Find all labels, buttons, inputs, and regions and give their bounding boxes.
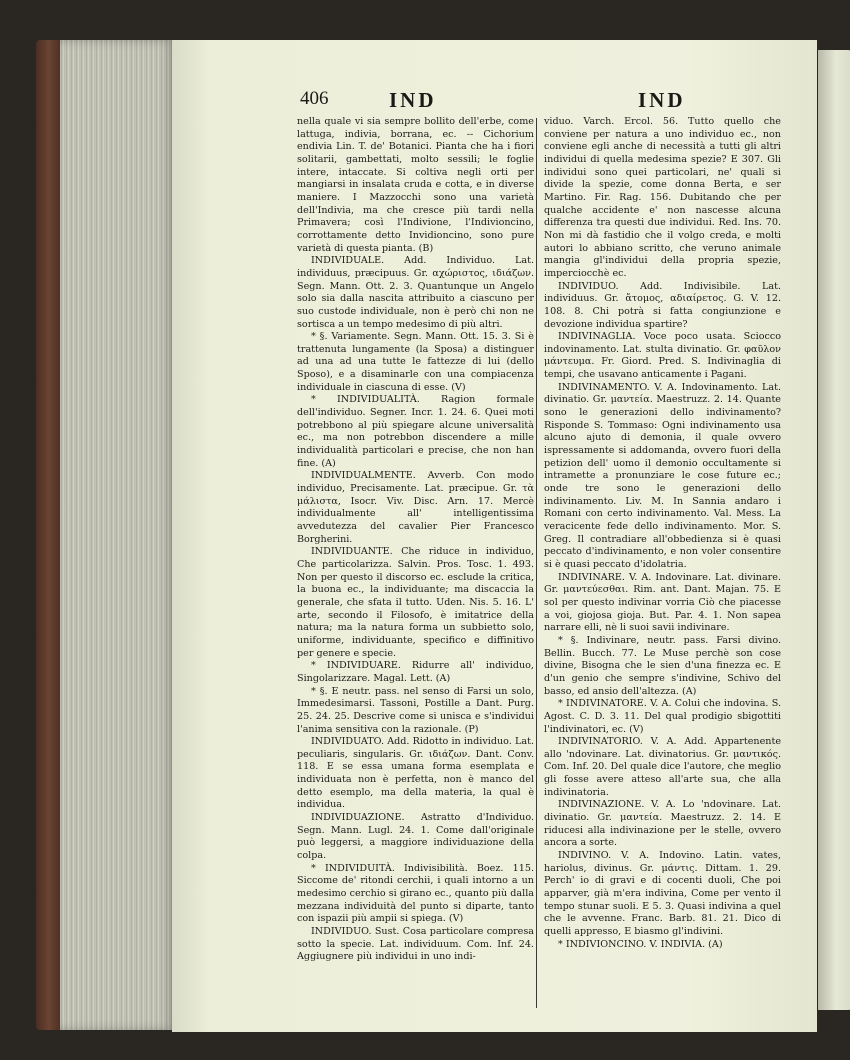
entry-text: INDIVIDUALMENTE. Avverb. Con modo individuo, Precisamente. Lat. præcipue. Gr. τὰ μάλιστα, Isocr. Viv. Disc. Arn. 17. Mercè individualmente all' intelligentissima avvedutezza del cavalier Pier Francesco Borgherini. bbox=[297, 470, 534, 545]
entry-text: INDIVIDUALE. Add. Individuo. Lat. individuus, præcipuus. Gr. αχώριστος, ιδιάζων. Segn. Mann. Ott. 2. 3. Quantunque un Angelo solo sia dalla nascita attribuito a ciascuno per suo custode individuale, non è però chi non ne sortisca a un tempo medesimo di più altri. bbox=[297, 255, 534, 330]
entry-text: INDIVINAZIONE. V. A. Lo 'ndovinare. Lat. divinatio. Gr. μαντεία. Maestruzz. 2. 14. E riducesi alla indivinazione per le stelle, ovvero ancora a sorte. bbox=[544, 799, 781, 849]
entry-text: INDIVIDUAZIONE. Astratto d'Individuo. Segn. Mann. Lugl. 24. 1. Come dall'originale può leggersi, a maggiore individuazione della colpa. bbox=[297, 812, 534, 862]
column-divider bbox=[536, 118, 537, 1008]
entry-text: nella quale vi sia sempre bollito dell'erbe, come lattuga, indivia, borrana, ec. -- Cichorium endivia Lin. T. de' Botanici. Pianta che ha i fiori solitarii, gambettati, molto sessili; le foglie intere, intaccate. Si coltiva negli orti per mangiarsi in insalata cruda e cotta, e in diverse maniere. I Mazzocchi sono una varietà dell'Indivia, ma che cresce più tardi nella Primavera; così l'Indivione, l'Indivioncino, corrottamente detto Invidioncino, sono pure varietà di questa pianta. (B) bbox=[297, 116, 534, 254]
page-number: 406 bbox=[300, 88, 329, 109]
entry-text: INDIVIDUANTE. Che riduce in individuo, Che particolarizza. Salvin. Pros. Tosc. 1. 493. Non per questo il discorso ec. esclude la critica, la buona ec., la individuante; ma discaccia la generale, che sfata il tutto. Uden. Nis. 5. 16. L' arte, secondo il Filosofo, è imitatrice della natura; ma la natura forma un subbietto solo, uniforme, individuante, specifico e diffinitivo per genere e specie. bbox=[297, 546, 534, 659]
entry-text: * INDIVINATORE. V. A. Colui che indovina. S. Agost. C. D. 3. 11. Del qual prodigio sbigottiti l'indivinatori, ec. (V) bbox=[544, 698, 781, 735]
entry-text: * INDIVIDUALITÀ. Ragion formale dell'individuo. Segner. Incr. 1. 24. 6. Quei moti potrebbono al più spiegare alcune universalità ec., ma non potrebbon discendere a mille individualità particolari e precise, che non han fine. (A) bbox=[297, 394, 534, 469]
entry-text: * §. Variamente. Segn. Mann. Ott. 15. 3. Si è trattenuta lungamente (la Sposa) a distinguer ad una ad una tutte le fattezze di lui (dello Sposo), e a disaminarle con una compiacenza individuale in ciascuna di esse. (V) bbox=[297, 331, 534, 393]
entry-text: * §. Indivinare, neutr. pass. Farsi divino. Bellin. Bucch. 77. Le Muse perchè son cose divine, Bisogna che le sien d'una finezza ec. E d'un genio che sempre s'indivine, Schivo del basso, ed ansio dell'altezza. (A) bbox=[544, 634, 781, 697]
left-column bbox=[297, 116, 534, 964]
entry-text: INDIVINAMENTO. V. A. Indovinamento. Lat. divinatio. Gr. μαντεία. Maestruzz. 2. 14. Quante sono le generazioni dello indivinamento? Risponde S. Tommaso: Ogni indivinamento usa alcuno ajuto di demonia, il quale ovvero ispressamente si addomanda, ovvero fuori della petizion dell' uomo il demonio occultamente si intramette a pronunziare le cose future ec.; onde tre sono le generazioni dello indivinamento. Liv. M. In Sannia andaro i Romani con certo indivinamento. Val. Mess. La veracicente fede dello indivinamento. Mor. S. Greg. Il contradiare all'obbedienza si è quasi peccato d'indivinamento, e non voler consentire si è quasi peccato d'idolatria. bbox=[544, 381, 781, 570]
entry-text: INDIVINATORIO. V. A. Add. Appartenente allo 'ndovinare. Lat. divinatorius. Gr. μαντικός. Com. Inf. 20. Del quale dice l'autore, che meglio gli fosse avere atteso all'arte sua, che alla indivinatoria. bbox=[544, 736, 781, 798]
entry-text: INDIVIDUATO. Add. Ridotto in individuo. Lat. peculiaris, singularis. Gr. ιδιάζων. Dant. Conv. 118. E se essa umana forma esemplata e individuata non è perfetta, non è manco del detto esemplo, ma della materia, la qual è individua. bbox=[297, 736, 534, 811]
entry-text: * INDIVIDUARE. Ridurre all' individuo, Singolarizzare. Magal. Lett. (A) bbox=[297, 660, 534, 684]
entry-text: * INDIVIONCINO. V. INDIVIA. (A) bbox=[558, 938, 723, 950]
entry-text: viduo. Varch. Ercol. 56. Tutto quello che conviene per natura a uno individuo ec., non conviene egli anche di necessità a tutti gli altri individui di quella medesima spezie? E 307. Gli individui sono quei particolari, ne' quali si divide la spezie, come donna Berta, e ser Martino. Fir. Rag. 156. Dubitando che per qualche accidente e' non nascesse alcuna differenza tra questi due individui. Red. Ins. 70. Non mi dà fastidio che il volgo creda, e molti autori lo abbiano scritto, che veruno animale mangia gl'individui della propria spezie, imperciocchè ec. bbox=[544, 116, 781, 279]
entry-text: * §. E neutr. pass. nel senso di Farsi un solo, Immedesimarsi. Tassoni, Postille a Dant. Purg. 25. 24. 25. Descrive come si unisca e s'individui l'anima sensitiva con la razionale. (P) bbox=[297, 685, 534, 735]
page-edges-stack bbox=[60, 40, 175, 1030]
right-column bbox=[544, 116, 781, 951]
entry-text: INDIVIDUO. Add. Indivisibile. Lat. individuus. Gr. ἄτομος, αδιαίρετος. G. V. 12. 108. 8. Chi potrà si fatta congiunzione e devozione individua spartire? bbox=[544, 280, 781, 330]
right-running-head: IND bbox=[638, 88, 686, 112]
entry-text: INDIVINAGLIA. Voce poco usata. Sciocco indovinamento. Lat. stulta divinatio. Gr. φαῦλον μάντευμα. Fr. Giord. Pred. S. Indivinaglia di tempi, che usavano anticamente i Pagani. bbox=[544, 331, 781, 381]
entry-text: INDIVINO. V. A. Indovino. Latin. vates, hariolus, divinus. Gr. μάντις. Dittam. 1. 29. Perch' io di gravi e di cocenti duoli, Che poi apparver, già m'era indivina, Come per vento il tempo stunar suoli. E 5. 3. Quasi indivina a quel che le avvenne. Franc. Barb. 81. 21. Dico di quelli appresso, E biasmo gl'indivini. bbox=[544, 850, 781, 937]
entry-text: INDIVINARE. V. A. Indovinare. Lat. divinare. Gr. μαντεύεσθαι. Rim. ant. Dant. Majan. 75. E sol per questo indivinar vorria Ciò che piacesse a voi, giojosa gioja. But. Par. 4. 1. Non sapea narrare elli, nè li suoi savii indivinare. bbox=[544, 571, 781, 634]
entry-text: INDIVIDUO. Sust. Cosa particolare compresa sotto la specie. Lat. individuum. Com. Inf. 24. Aggiugnere più individui in uno indi- bbox=[297, 926, 534, 963]
dictionary-page bbox=[172, 40, 817, 1032]
entry-text: * INDIVIDUITÀ. Indivisibilità. Boez. 115. Siccome de' ritondi cerchii, i quali intorno a un medesimo cerchio si girano ec., quanto più dalla mezzana individuità del punto si diparte, tanto con ispazii più ampii si spiega. (V) bbox=[297, 862, 534, 925]
facing-page-edge bbox=[818, 50, 850, 1010]
left-running-head: IND bbox=[389, 88, 437, 112]
